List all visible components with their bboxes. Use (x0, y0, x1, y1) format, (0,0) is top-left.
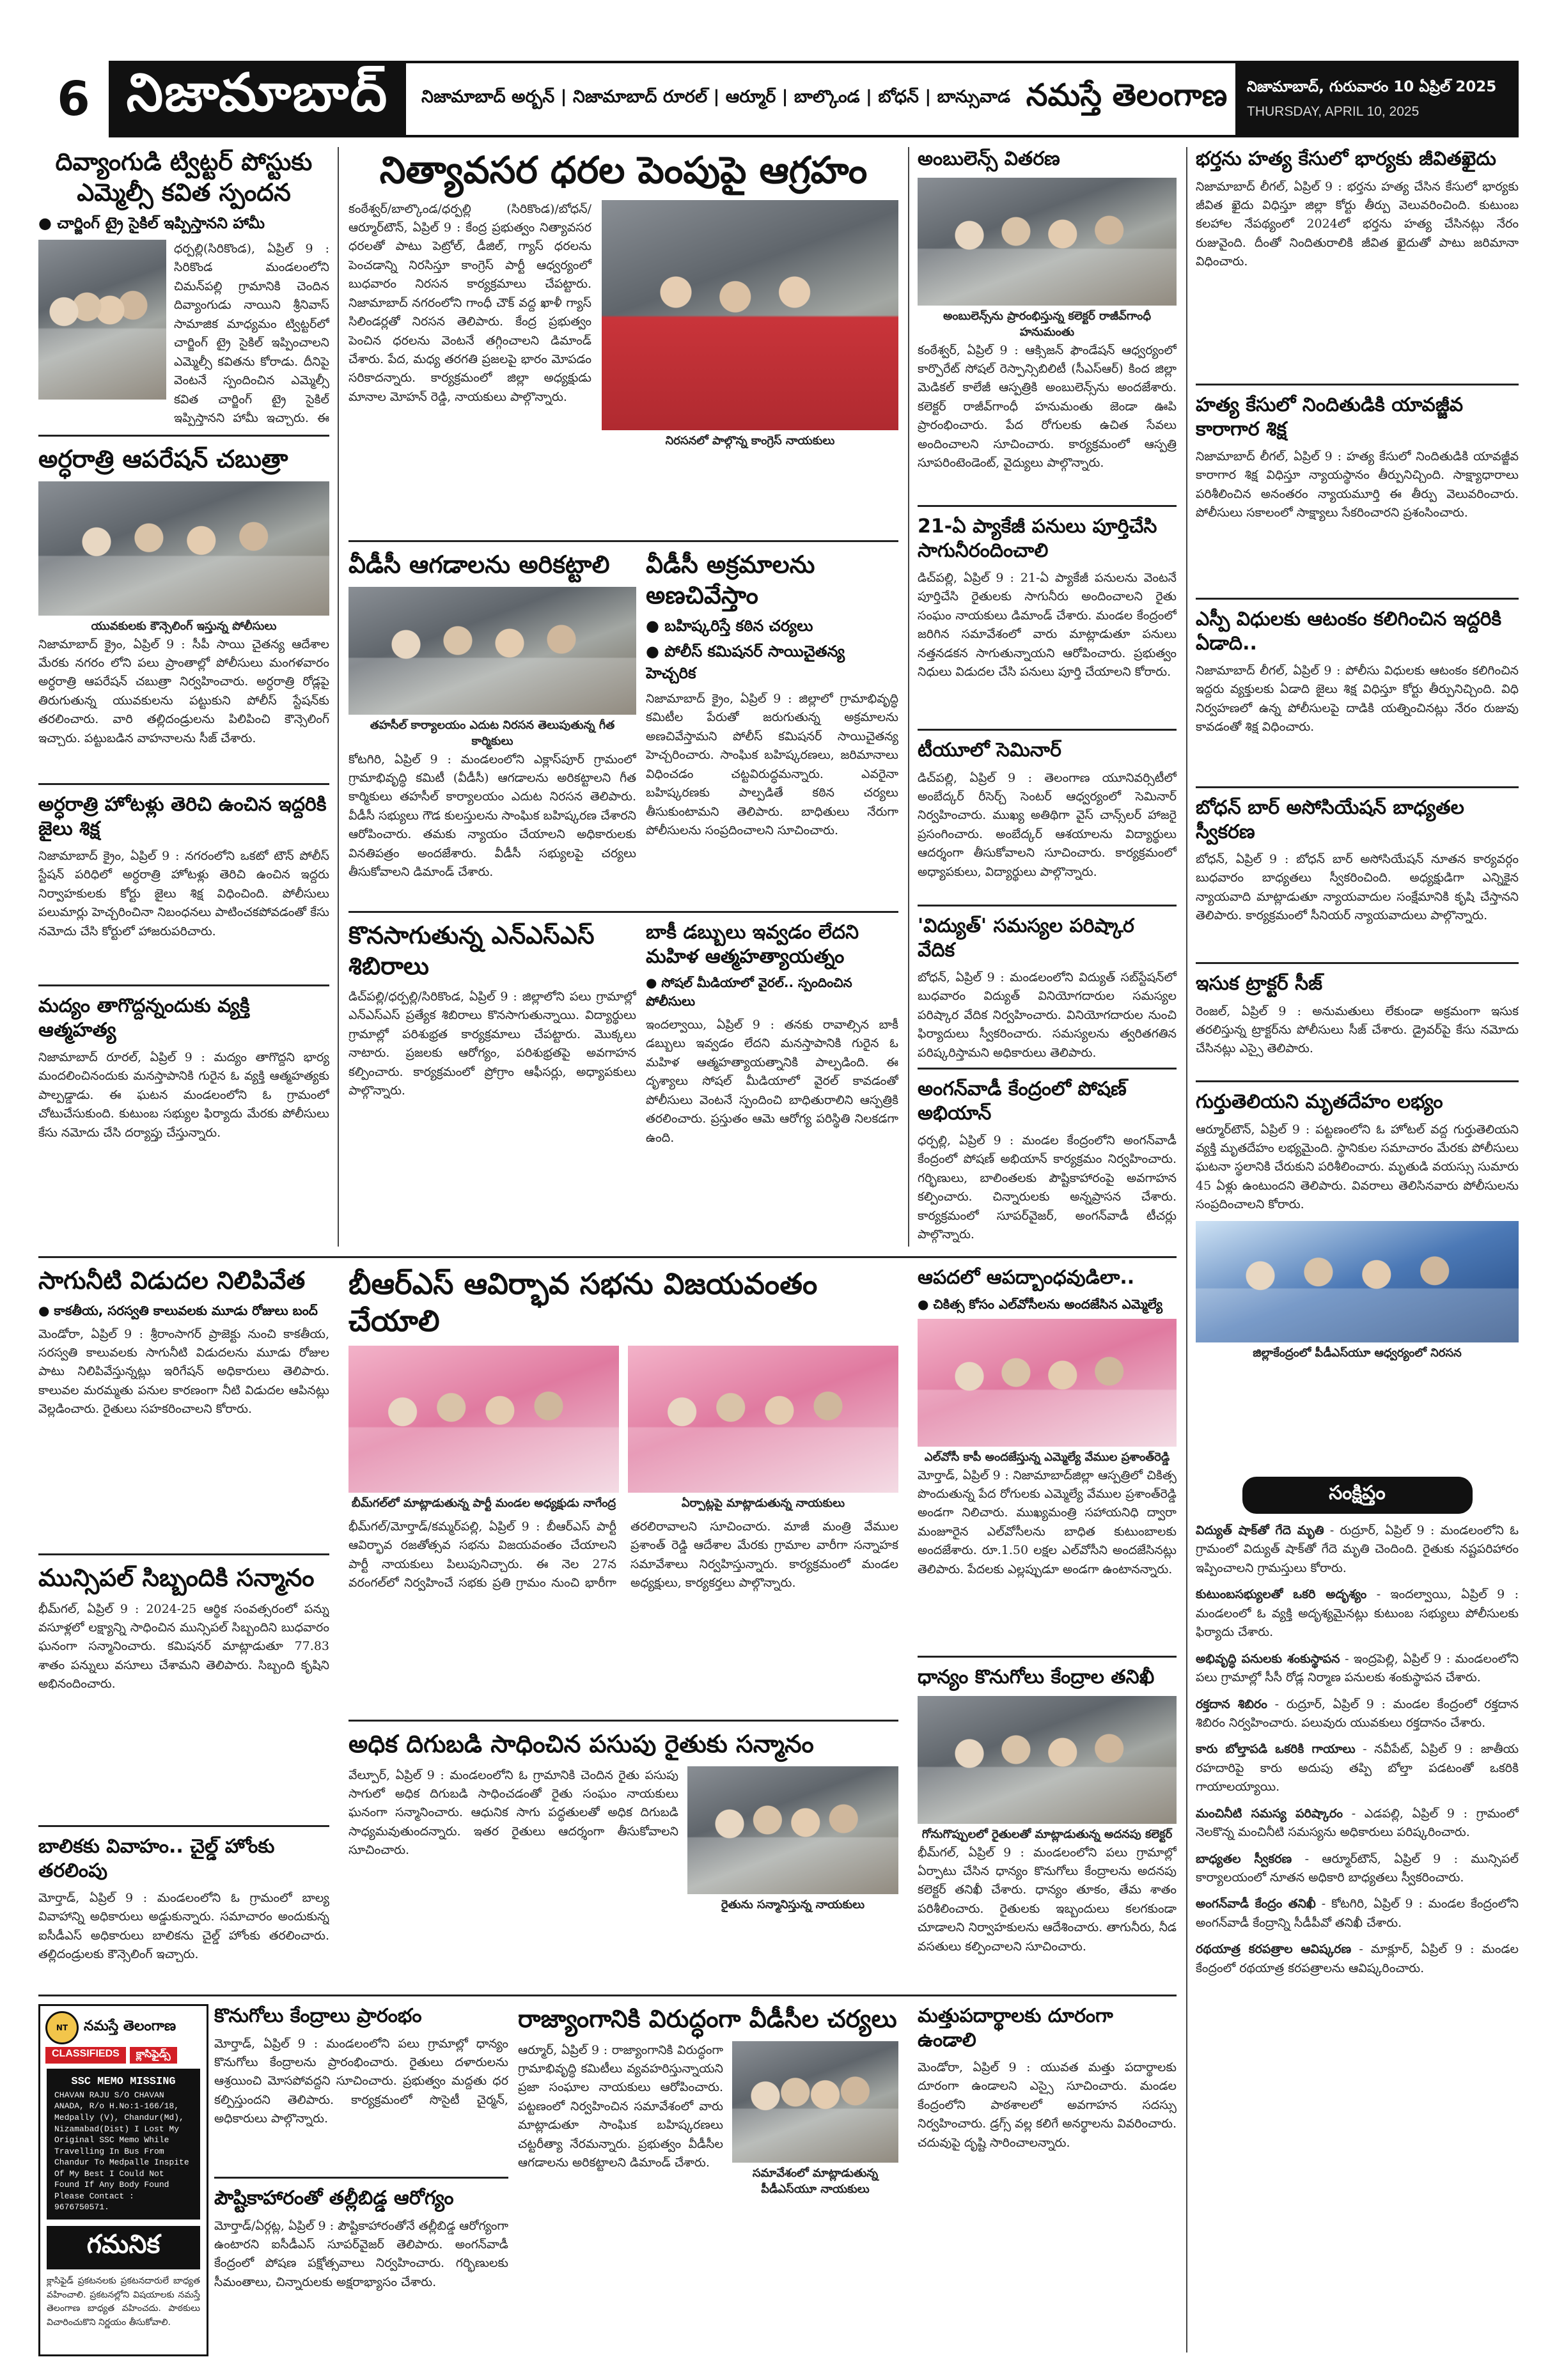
column-rule (1186, 147, 1187, 2353)
photo-caption: బీమ్‌గల్‌లో మాట్లాడుతున్న పార్టీ మండల అధ్యక్షుడు నాగేంద్ర (351, 1497, 616, 1510)
brand-logo: నమస్తే తెలంగాణ (1018, 61, 1235, 137)
classified-brand: నమస్తే తెలంగాణ (84, 2018, 176, 2034)
headline: బీఆర్‌ఎస్ ఆవిర్భావ సభను విజయవంతం చేయాలి (348, 1266, 818, 1338)
photo-caption: జిల్లాకేంద్రంలో పీడీఎస్‌యూ ఆధ్వర్యంలో నిరసన (1253, 1346, 1462, 1360)
article-sand-tractor (1196, 972, 1519, 1074)
article-hotels-jail (38, 793, 329, 978)
protest-photo (602, 200, 898, 430)
sub-headline: ● పోలీస్ కమిషనర్ సాయిచైతన్య హెచ్చరిక (646, 642, 898, 686)
headline: మున్సిపల్ సిబ్బందికి సన్మానం (38, 1564, 315, 1592)
article-body: డిచ్‌పల్లి/ధర్పల్లి/సిరికొండ, ఏప్రిల్ 9 : జిల్లాలోని పలు గ్రామాల్లో ఎన్‌ఎస్‌ఎస్ ప్రత్యేక శిబిరాలు కొనసాగుతున్నాయి. విద్యార్థులు గ్రామాల్లో పరిశుభ్రత కార్యక్రమాలు చేపట్టారు. మొక్కలు నాటారు. ప్రజలకు ఆరోగ్యం, పరిశుభ్రతపై అవగాహన కల్పించారు. కార్యక్రమంలో ప్రోగ్రాం ఆఫీసర్లు, అధ్యాపకులు పాల్గొన్నారు. (348, 990, 636, 1098)
sub-headline: ● బహిష్కరిస్తే కఠిన చర్యలు (646, 617, 898, 639)
article-body: కంఠేశ్వర్, ఏప్రిల్ 9 : ఆక్సిజన్ ఫౌండేషన్ ఆధ్వర్యంలో కార్పొరేట్ సోషల్ రెస్పాన్సిబిలిటీ (సీఎస్‌ఆర్) కింద జిల్లా మెడికల్ కాలేజీ ఆస్పత్రికి అంబులెన్స్‌ను అందజేశారు. కలెక్టర్ రాజీవ్‌గాంధీ హనుమంతు జెండా ఊపి ప్రారంభించారు. పేద రోగులకు ఉచిత సేవలు అందించాలని సూచించారు. కార్యక్రమంలో ఆస్పత్రి సూపరింటెండెంట్, వైద్యులు పాల్గొన్నారు. (918, 343, 1177, 471)
article-poshan-abhiyan (918, 1077, 1177, 1247)
section-subsections: నిజామాబాద్ అర్బన్ | నిజామాబాద్ రూరల్ | ఆర్మూర్ | బాల్కొండ | బోధన్ | బాన్సువాడ (406, 61, 1018, 137)
article-21a-package (918, 515, 1177, 722)
divider (1196, 786, 1519, 788)
classified-label: CLASSIFIEDS (45, 2047, 126, 2064)
dateline (1235, 61, 1519, 137)
article-photo (628, 1346, 898, 1493)
divider (918, 729, 1177, 731)
brief-item: విద్యుత్ షాక్‌తో గేదె మృతి - రుద్రూర్, ఏప్రిల్ 9 : మండలంలోని ఓ గ్రామంలో విద్యుత్ షాక్‌తో గేదె మృతి చెందింది. రైతుకు నష్టపరిహారం ఇప్పించాలని గ్రామస్తులు కోరారు. (1196, 1523, 1519, 1575)
article-body: మోర్తాడ్/ఏర్గట్ల, ఏప్రిల్ 9 : పౌష్టికాహారంతోనే తల్లీబిడ్డ ఆరోగ్యంగా ఉంటారని ఐసీడీఎస్ సూపర్‌వైజర్ తెలిపారు. అంగన్‌వాడీ కేంద్రంలో పోషణ పక్షోత్సవాలు నిర్వహించారు. గర్భిణులకు సీమంతాలు, చిన్నారులకు అక్షరాభ్యాసం చేశారు. (214, 2218, 508, 2289)
article-body: కంఠేశ్వర్/బాల్కొండ/ధర్పల్లి (సిరికొండ)/బోధన్/ఆర్మూర్‌టౌన్, ఏప్రిల్ 9 : కేంద్ర ప్రభుత్వం నిత్యావసర ధరలతో పాటు పెట్రోల్, డీజిల్, గ్యాస్ ధరలను పెంచడాన్ని నిరసిస్తూ కాంగ్రెస్ పార్టీ ఆధ్వర్యంలో బుధవారం నిరసన కార్యక్రమాలు చేపట్టారు. నిజామాబాద్ నగరంలోని గాంధీ చౌక్ వద్ద ఖాళీ గ్యాస్ సిలిండర్లతో నిరసన తెలిపారు. కేంద్ర ప్రభుత్వం పెంచిన ధరలను వెంటనే తగ్గించాలని డిమాండ్ చేశారు. పేద, మధ్య తరగతి ప్రజలపై భారం మోపడం సరికాదన్నారు. కార్యక్రమంలో జిల్లా అధ్యక్షుడు మానాల మోహన్ రెడ్డి, నాయకులు పాల్గొన్నారు. (348, 201, 591, 404)
article-vdc-unconstitutional (518, 2004, 898, 2353)
article-water-release-halt (38, 1266, 329, 1547)
date-telugu: నిజామాబాద్, గురువారం 10 ఏప్రిల్ 2025 (1247, 79, 1497, 95)
article-body: బోధన్, ఏప్రిల్ 9 : మండలంలోని విద్యుత్ సబ్‌స్టేషన్‌లో బుధవారం విద్యుత్ వినియోగదారుల సమస్యల పరిష్కార వేదిక నిర్వహించారు. వినియోగదారుల నుంచి ఫిర్యాదులు స్వీకరించారు. సమస్యలను త్వరితగతిన పరిష్కరిస్తామని అధికారులు తెలిపారు. (918, 970, 1177, 1060)
brief-item: కుటుంబసభ్యులతో ఒకరి అదృశ్యం - ఇందల్వాయి, ఏప్రిల్ 9 : మండలంలో ఓ వ్యక్తి అదృశ్యమైనట్లు కుటుంబ సభ్యులు పోలీసులకు ఫిర్యాదు చేశారు. (1196, 1587, 1519, 1640)
photo-caption: ఏర్పాట్లపై మాట్లాడుతున్న నాయకులు (681, 1497, 845, 1510)
article-suicide (38, 994, 329, 1247)
article-obstruction-jail (1196, 607, 1519, 780)
article-body: డిచ్‌పల్లి, ఏప్రిల్ 9 : తెలంగాణ యూనివర్సిటీలో అంబేద్కర్ రీసెర్చ్ సెంటర్ ఆధ్వర్యంలో సెమినార్ నిర్వహించారు. ముఖ్య అతిథిగా వైస్ చాన్స్‌లర్ హాజరై ప్రసంగించారు. అంబేద్కర్ ఆశయాలను విద్యార్థులు ఆదర్శంగా తీసుకోవాలని సూచించారు. కార్యక్రమంలో అధ్యాపకులు, విద్యార్థులు పాల్గొన్నారు. (918, 770, 1177, 879)
sub-headline: ● సోషల్ మీడియాలో వైరల్.. స్పందించిన పోలీసులు (646, 975, 898, 1012)
headline: భర్తను హత్య కేసులో భార్యకు జీవితఖైదు (1196, 148, 1496, 170)
divider (38, 783, 329, 785)
article-ambulance (918, 147, 1177, 499)
article-child-marriage (38, 1835, 329, 1988)
article-photo (918, 178, 1177, 306)
headline: ఎస్పీ విధులకు ఆటంకం కలిగించిన ఇద్దరికి ఏడాది.. (1196, 608, 1502, 655)
article-procurement-centres (214, 2004, 508, 2170)
article-photo (38, 481, 329, 616)
brief-item: రథయాత్ర కరపత్రాల ఆవిష్కరణ - మాక్లూర్, ఏప్రిల్ 9 : మండల కేంద్రంలో రథయాత్ర కరపత్రాలను ఆవిష్కరించారు. (1196, 1942, 1519, 1975)
divider (918, 1656, 1177, 1658)
article-photo (918, 1319, 1177, 1447)
headline: గుర్తుతెలియని మృతదేహం లభ్యం (1196, 1091, 1443, 1113)
article-body: భీమ్‌గల్/మోర్తాడ్/కమ్మర్‌పల్లి, ఏప్రిల్ 9 : బీఆర్‌ఎస్ పార్టీ ఆవిర్భావ రజతోత్సవ సభను విజయవంతం చేయాలని పార్టీ నాయకులు పిలుపునిచ్చారు. ఈ నెల 27న వరంగల్‌లో నిర్వహించే సభకు ప్రతి గ్రామం నుంచి భారీగా తరలిరావాలని సూచించారు. మాజీ మంత్రి వేముల ప్రశాంత్ రెడ్డి ఆదేశాల మేరకు గ్రామాల వారీగా సన్నాహక సమావేశాలు నిర్వహిస్తున్నారు. కార్యక్రమంలో మండల అధ్యక్షులు, కార్యకర్తలు పాల్గొన్నారు. (348, 1520, 898, 1591)
article-body: నిజామాబాద్ రూరల్, ఏప్రిల్ 9 : మద్యం తాగొద్దని భార్య మందలించినందుకు మనస్తాపానికి గురైన ఓ వ్యక్తి ఆత్మహత్యకు పాల్పడ్డాడు. ఈ ఘటన మండలంలోని ఓ గ్రామంలో చోటుచేసుకుంది. కుటుంబ సభ్యుల ఫిర్యాదు మేరకు పోలీసులు కేసు నమోదు చేసి దర్యాప్తు చేస్తున్నారు. (38, 1050, 329, 1140)
headline: బాలికకు వివాహం.. చైల్డ్ హోంకు తరలింపు (38, 1835, 275, 1882)
ssc-memo-ad (47, 2069, 200, 2220)
briefs-list (1196, 1521, 1519, 1978)
article-woman-attempt (646, 921, 898, 1247)
article-kavitha-response (38, 147, 329, 428)
article-mla-loc (918, 1266, 1177, 1649)
headline: ఇసుక ట్రాక్టర్ సీజ్ (1196, 972, 1323, 995)
photo-caption: నిరసనలో పాల్గొన్న కాంగ్రెస్ నాయకులు (665, 433, 835, 447)
headline: వీడీసీ అక్రమాలను అణచివేస్తాం (646, 550, 815, 609)
headline: అంగన్‌వాడీ కేంద్రంలో పోషణ్ అభియాన్ (918, 1078, 1127, 1124)
photo-caption: రైతును సన్మానిస్తున్న నాయకులు (721, 1897, 865, 1911)
article-body: వేల్పూర్, ఏప్రిల్ 9 : మండలంలోని ఓ గ్రామానికి చెందిన రైతు పసుపు సాగులో అధిక దిగుబడి సాధించడంతో రైతు సంఘం నాయకులు ఘనంగా సన్మానించారు. ఆధునిక సాగు పద్ధతులతో అధిక దిగుబడి సాధ్యమవుతుందన్నారు. ఇతర రైతులు ఆదర్శంగా తీసుకోవాలని సూచించారు. (348, 1768, 678, 1858)
divider (1196, 598, 1519, 600)
headline: రాజ్యాంగానికి విరుద్ధంగా వీడీసీల చర్యలు (518, 2005, 897, 2033)
photo-caption: యువకులకు కౌన్సెలింగ్ ఇస్తున్న పోలీసులు (91, 619, 277, 633)
article-operation-chabutra (38, 444, 329, 777)
article-tu-seminar (918, 738, 1177, 898)
divider (348, 1720, 898, 1722)
headline: హత్య కేసులో నిందితుడికి యావజ్జీవ కారాగార శిక్ష (1196, 394, 1464, 440)
divider (1196, 1080, 1519, 1082)
headline: ధాన్యం కొనుగోలు కేంద్రాల తనిఖీ (918, 1666, 1155, 1688)
brief-item: రక్తదాన శిబిరం - రుద్రూర్, ఏప్రిల్ 9 : మండల కేంద్రంలో రక్తదాన శిబిరం నిర్వహించారు. పలువురు యువకులు రక్తదానం చేశారు. (1196, 1697, 1519, 1730)
sub-headline: ● కాకతీయ, సరస్వతి కాలువలకు మూడు రోజులు బంద్ (38, 1303, 329, 1321)
pdsu-photo (1196, 1221, 1519, 1342)
photo-caption: తహసీల్ కార్యాలయం ఎదుట నిరసన తెలుపుతున్న గీత కార్మికులు (370, 718, 615, 748)
headline: అంబులెన్స్ వితరణ (918, 148, 1060, 170)
briefs-title: సంక్షిప్తం (1242, 1477, 1473, 1514)
masthead (38, 61, 1519, 137)
article-photo (732, 2041, 898, 2163)
article-electricity-forum (918, 914, 1177, 1061)
notice-text: క్లాసిఫైడ్ ప్రకటనలకు ప్రకటనదారులే బాధ్యత వహించాలి. ప్రకటనల్లోని విషయాలకు నమస్తే తెలంగాణ బాధ్యత వహించదు. పాఠకులు విచారించుకొని నిర్ణయం తీసుకోవాలి. (47, 2275, 200, 2328)
article-photo (348, 587, 636, 715)
photo-caption: సమావేశంలో మాట్లాడుతున్న పీడీఎస్‌యూ నాయకులు (752, 2166, 879, 2196)
article-photo (918, 1696, 1177, 1824)
brief-item: బాధ్యతల స్వీకరణ - ఆర్మూర్‌టౌన్, ఏప్రిల్ 9 : మున్సిపల్ కార్యాలయంలో నూతన అధికారి బాధ్యతలు స్వీకరించారు. (1196, 1851, 1519, 1885)
brief-item: అభివృద్ధి పనులకు శంకుస్థాపన - ఇంద్రపెల్లి, ఏప్రిల్ 9 : మండలంలోని పలు గ్రామాల్లో సీసీ రోడ్ల నిర్మాణ పనులకు శంకుస్థాపన చేశారు. (1196, 1651, 1519, 1685)
brief-item: మంచినీటి సమస్య పరిష్కారం - ఎడపల్లి, ఏప్రిల్ 9 : గ్రామంలో నెలకొన్న మంచినీటి సమస్యను అధికారులు పరిష్కరించారు. (1196, 1806, 1519, 1840)
tweet-photo (38, 240, 166, 400)
divider (348, 911, 898, 913)
article-photo (348, 1346, 619, 1493)
article-body: నిజామాబాద్ క్రైం, ఏప్రిల్ 9 : నగరంలోని ఒకటో టౌన్ పోలీస్ స్టేషన్ పరిధిలో అర్ధరాత్రి హోటళ్లు తెరిచి ఉంచిన ఇద్దరు నిర్వాహకులకు కోర్టు జైలు శిక్ష విధించింది. పోలీసులు పలుమార్లు హెచ్చరించినా నిబంధనలు పాటించకపోవడంతో కేసు నమోదు చేసి కోర్టులో హాజరుపరిచారు. (38, 849, 329, 938)
headline: వీడీసీ ఆగడాలను అరికట్టాలి (348, 550, 610, 579)
column-rule (338, 147, 339, 1247)
headline: కొనసాగుతున్న ఎన్‌ఎస్‌ఎస్ శిబిరాలు (348, 921, 595, 980)
brief-item: అంగన్‌వాడీ కేంద్రం తనిఖీ - కోటగిరి, ఏప్రిల్ 9 : మండల కేంద్రంలోని అంగన్‌వాడీ కేంద్రాన్ని సీడీపీవో తనిఖీ చేశారు. (1196, 1897, 1519, 1930)
divider (348, 540, 898, 542)
brief-item: కారు బోల్తాపడి ఒకరికి గాయాలు - నవీపేట్, ఏప్రిల్ 9 : జాతీయ రహదారిపై కారు అదుపు తప్పి బోల్తా పడటంతో ఒకరికి గాయాలయ్యాయి. (1196, 1742, 1519, 1794)
article-body: భీమ్‌గల్, ఏప్రిల్ 9 : 2024-25 ఆర్థిక సంవత్సరంలో పన్ను వసూళ్లలో లక్ష్యాన్ని సాధించిన మున్సిపల్ సిబ్బందిని బుధవారం ఘనంగా సన్మానించారు. కమిషనర్ మాట్లాడుతూ 77.83 శాతం పన్నులు వసూలు చేశామని తెలిపారు. సిబ్బంది కృషిని అభినందించారు. (38, 1601, 329, 1692)
article-body: నిజామాబాద్ లీగల్, ఏప్రిల్ 9 : పోలీసు విధులకు ఆటంకం కలిగించిన ఇద్దరు వ్యక్తులకు ఏడాది జైలు శిక్ష విధిస్తూ కోర్టు తీర్పునిచ్చింది. విధి నిర్వహణలో ఉన్న పోలీసులపై దాడికి యత్నించినట్లు నేరం రుజువు కావడంతో శిక్ష విధించారు. (1196, 664, 1519, 735)
headline: బోధన్ బార్ అసోసియేషన్ బాధ్యతల స్వీకరణ (1196, 797, 1464, 843)
article-vdc-stop (348, 550, 636, 901)
article-turmeric-farmer (348, 1729, 898, 1985)
headline: బాకీ డబ్బులు ఇవ్వడం లేదని మహిళ ఆత్మహత్యాయత్నం (646, 921, 859, 968)
divider (1196, 384, 1519, 385)
divider (1196, 962, 1519, 964)
article-body: ఆర్మూర్, ఏప్రిల్ 9 : రాజ్యాంగానికి విరుద్ధంగా గ్రామాభివృద్ధి కమిటీలు వ్యవహరిస్తున్నాయని ప్రజా సంఘాల నాయకులు ఆరోపించారు. పట్టణంలో నిర్వహించిన సమావేశంలో వారు మాట్లాడుతూ సాంఘిక బహిష్కరణలు చట్టరీత్యా నేరమన్నారు. ప్రభుత్వం వీడీసీల ఆగడాలను అరికట్టాలని డిమాండ్ చేశారు. (518, 2042, 723, 2170)
sub-headline: ● చికిత్స కోసం ఎల్‌వోసీలను అందజేసిన ఎమ్మెల్యే (918, 1296, 1177, 1315)
article-body: ఆర్మూర్‌టౌన్, ఏప్రిల్ 9 : పట్టణంలోని ఓ హోటల్ వద్ద గుర్తుతెలియని వ్యక్తి మృతదేహం లభ్యమైంది. స్థానికుల సమాచారం మేరకు పోలీసులు ఘటనా స్థలానికి చేరుకుని పరిశీలించారు. మృతుడి వయస్సు సుమారు 45 ఏళ్లు ఉంటుందని తెలిపారు. వివరాలు తెలిసినవారు పోలీసులను సంప్రదించాలని కోరారు. (1196, 1122, 1519, 1212)
article-body: నిజామాబాద్ క్రైం, ఏప్రిల్ 9 : జిల్లాలో గ్రామాభివృద్ధి కమిటీల పేరుతో జరుగుతున్న అక్రమాలను అణచివేస్తామని పోలీస్ కమిషనర్ సాయిచైతన్య హెచ్చరించారు. సాంఘిక బహిష్కరణలు, జరిమానాలు విధించడం చట్టవిరుద్ధమన్నారు. ఎవరైనా బహిష్కరణకు పాల్పడితే కఠిన చర్యలు తీసుకుంటామని తెలిపారు. బాధితులు నేరుగా పోలీసులను సంప్రదించాలని సూచించారు. (646, 692, 898, 838)
article-brs-formation-meeting (348, 1266, 898, 1713)
divider (918, 905, 1177, 906)
headline: ఆపదలో ఆపద్బాంధవుడిలా.. (918, 1266, 1135, 1289)
article-unidentified-body (1196, 1090, 1519, 1470)
sub-headline: ● చార్జింగ్ ట్రై సైకిల్ ఇప్పిస్తానని హామీ (38, 214, 329, 236)
notice-title: గమనిక (47, 2226, 200, 2269)
article-drug-awareness (918, 2004, 1177, 2353)
article-body: మోర్తాడ్, ఏప్రిల్ 9 : మండలంలోని పలు గ్రామాల్లో ధాన్యం కొనుగోలు కేంద్రాలను ప్రారంభించారు. రైతులు దళారులను ఆశ్రయించి మోసపోవద్దని సూచించారు. ప్రభుత్వం మద్దతు ధర కల్పిస్తుందని తెలిపారు. కార్యక్రమంలో సొసైటీ చైర్మన్, అధికారులు పాల్గొన్నారు. (214, 2036, 508, 2126)
article-body: ధర్పల్లి, ఏప్రిల్ 9 : మండల కేంద్రంలోని అంగన్‌వాడీ కేంద్రంలో పోషణ్ అభియాన్ కార్యక్రమం నిర్వహించారు. గర్భిణులు, బాలింతలకు పౌష్టికాహారంపై అవగాహన కల్పించారు. చిన్నారులకు అన్నప్రాసన చేశారు. కార్యక్రమంలో సూపర్‌వైజర్, అంగన్‌వాడీ టీచర్లు పాల్గొన్నారు. (918, 1133, 1177, 1242)
headline: మద్యం తాగొద్దన్నందుకు వ్యక్తి ఆత్మహత్య (38, 995, 250, 1041)
divider (38, 435, 329, 437)
photo-caption: గోనుగొప్పులలో రైతులతో మాట్లాడుతున్న అదనపు కలెక్టర్ (921, 1827, 1173, 1841)
article-price-hike-protest (348, 147, 898, 531)
article-body: నిజామాబాద్ లీగల్, ఏప్రిల్ 9 : హత్య కేసులో నిందితుడికి యావజ్జీవ కారాగార శిక్ష విధిస్తూ న్యాయస్థానం తీర్పునిచ్చింది. సాక్ష్యాధారాలు పరిశీలించిన అనంతరం న్యాయమూర్తి ఈ తీర్పు వెలువరించారు. పోలీసులు సకాలంలో సాక్ష్యాలు సేకరించారని ప్రశంసించారు. (1196, 449, 1519, 520)
article-body: డిచ్‌పల్లి, ఏప్రిల్ 9 : 21-ఏ ప్యాకేజీ పనులను వెంటనే పూర్తిచేసి రైతులకు సాగునీరు అందించాలని రైతు సంఘం నాయకులు డిమాండ్ చేశారు. మండల కేంద్రంలో జరిగిన సమావేశంలో వారు మాట్లాడుతూ పనులు నత్తనడకన సాగుతున్నాయని ఆరోపించారు. ప్రభుత్వం నిధులు విడుదల చేసి పనులు పూర్తి చేయాలని కోరారు. (918, 571, 1177, 680)
divider (918, 1068, 1177, 1069)
article-body: మోర్తాడ్, ఏప్రిల్ 9 : మండలంలోని ఓ గ్రామంలో బాల్య వివాహాన్ని అధికారులు అడ్డుకున్నారు. సమాచారం అందుకున్న ఐసీడీఎస్ అధికారులు బాలికను చైల్డ్ హోంకు తరలించారు. తల్లిదండ్రులకు కౌన్సెలింగ్ ఇచ్చారు. (38, 1891, 329, 1962)
headline: 21-ఏ ప్యాకేజీ పనులు పూర్తిచేసి సాగునీరందించాలి (918, 515, 1157, 562)
column-rule (908, 147, 909, 1247)
article-body: ఇందల్వాయి, ఏప్రిల్ 9 : తనకు రావాల్సిన బాకీ డబ్బులు ఇవ్వడం లేదని మనస్తాపానికి గురైన ఓ మహిళ ఆత్మహత్యాయత్నానికి పాల్పడింది. ఈ దృశ్యాలు సోషల్ మీడియాలో వైరల్ కావడంతో పోలీసులు వెంటనే స్పందించి బాధితురాలిని ఆస్పత్రికి తరలించారు. ప్రస్తుతం ఆమె ఆరోగ్య పరిస్థితి నిలకడగా ఉంది. (646, 1018, 898, 1145)
divider (38, 1825, 329, 1827)
article-body: మెండోరా, ఏప్రిల్ 9 : యువత మత్తు పదార్థాలకు దూరంగా ఉండాలని ఎస్సై సూచించారు. మండల కేంద్రంలోని పాఠశాలలో అవగాహన సదస్సు నిర్వహించారు. డ్రగ్స్ వల్ల కలిగే అనర్థాలను వివరించారు. చదువుపై దృష్టి సారించాలన్నారు. (918, 2060, 1177, 2150)
headline: నిత్యావసర ధరల పెంపుపై ఆగ్రహం (379, 148, 868, 192)
ssc-title: SSC MEMO MISSING (71, 2076, 176, 2088)
photo-caption: అంబులెన్స్‌ను ప్రారంభిస్తున్న కలెక్టర్ రాజీవ్‌గాంధీ హనుమంతు (943, 309, 1152, 339)
classifieds-box (38, 2004, 208, 2356)
headline: మత్తుపదార్థాలకు దూరంగా ఉండాలి (918, 2005, 1113, 2051)
headline: దివ్యాంగుడి ట్విట్టర్ పోస్టుకు ఎమ్మెల్సీ కవిత స్పందన (55, 148, 313, 206)
article-nutrition (214, 2186, 508, 2353)
section-title: నిజామాబాద్ (109, 61, 406, 137)
article-vdc-crackdown (646, 550, 898, 901)
headline: టీయూలో సెమినార్ (918, 739, 1061, 761)
article-body: కోటగిరి, ఏప్రిల్ 9 : మండలంలోని ఎక్లాస్‌పూర్ గ్రామంలో గ్రామాభివృద్ధి కమిటీ (వీడీసీ) ఆగడాలను అరికట్టాలని గీత కార్మికులు తహసీల్ కార్యాలయం ఎదుట నిరసన తెలిపారు. వీడీసీ సభ్యులు గౌడ కులస్తులను సాంఘిక బహిష్కరణ చేశారని ఆరోపించారు. తమకు న్యాయం చేయాలని అధికారులకు వినతిపత్రం అందజేశారు. వీడీసీ సభ్యులపై చర్యలు తీసుకోవాలని డిమాండ్ చేశారు. (348, 752, 636, 880)
article-nss-camps (348, 921, 636, 1247)
headline: అర్ధరాత్రి ఆపరేషన్ చబుత్రా (38, 445, 288, 473)
article-body: మోర్తాడ్, ఏప్రిల్ 9 : నిజామాబాద్‌జిల్లా ఆస్పత్రిలో చికిత్స పొందుతున్న పేద రోగులకు ఎమ్మెల్యే వేముల ప్రశాంత్‌రెడ్డి అండగా నిలిచారు. ముఖ్యమంత్రి సహాయనిధి ద్వారా మంజూరైన ఎల్‌వోసీలను బాధిత కుటుంబాలకు అందజేశారు. రూ.1.50 లక్షల ఎల్‌వోసీని అందజేసినట్లు తెలిపారు. పేదలకు ఎల్లప్పుడూ అండగా ఉంటానన్నారు. (918, 1468, 1177, 1576)
divider (38, 1553, 329, 1555)
divider (38, 984, 329, 986)
article-grain-centres-inspection (918, 1665, 1177, 1985)
divider (214, 2177, 508, 2179)
ssc-text: CHAVAN RAJU S/O CHAVAN ANADA, R/o H.No:1-166/18, Medpally (V), Chandur(Md), Nizamabad(Dist) I Lost My Original SSC Memo While Travelling In Bus From Chandur To Medpalle Inspite Of My Best I Could Not Found If Any Body Found Please Contact : 9676750571. (54, 2090, 189, 2213)
article-murder-life-term (1196, 393, 1519, 591)
article-municipal-felicitation (38, 1563, 329, 1819)
page-number: 6 (57, 72, 90, 127)
article-bar-association (1196, 796, 1519, 956)
article-body: నిజామాబాద్ లీగల్, ఏప్రిల్ 9 : భర్తను హత్య చేసిన కేసులో భార్యకు జీవిత ఖైదు విధిస్తూ జిల్లా కోర్టు తీర్పు వెలువరించింది. కుటుంబ కలహాల నేపథ్యంలో 2024లో భర్తను హత్య చేసినట్లు నేరం రుజువైంది. దీంతో నిందితురాలికి జీవిత ఖైదుతో పాటు జరిమానా విధించారు. (1196, 179, 1519, 269)
headline: సాగునీటి విడుదల నిలిపివేత (38, 1266, 306, 1295)
photo-caption: ఎల్‌వోసీ కాపీ అందజేస్తున్న ఎమ్మెల్యే వేముల ప్రశాంత్‌రెడ్డి (924, 1450, 1170, 1464)
article-body: నిజామాబాద్ క్రైం, ఏప్రిల్ 9 : సీపీ సాయి చైతన్య ఆదేశాల మేరకు నగరం లోని పలు ప్రాంతాల్లో పోలీసులు మంగళవారం అర్ధరాత్రి ఆపరేషన్ చబుత్రా నిర్వహించారు. అర్ధరాత్రి రోడ్లపై తిరుగుతున్న యువకులను పట్టుకుని పోలీస్ స్టేషన్‌కు తరలించారు. వారి తల్లిదండ్రులను పిలిపించి కౌన్సెలింగ్ ఇచ్చారు. పట్టుబడిన వాహనాలను సీజ్ చేశారు. (38, 637, 329, 745)
date-english: THURSDAY, APRIL 10, 2025 (1247, 104, 1420, 119)
article-body: ధర్పల్లి(సిరికొండ), ఏప్రిల్ 9 : సిరికొండ మండలంలోని చిమన్‌పల్లి గ్రామానికి చెందిన దివ్యాంగుడు నాయిని శ్రీనివాస్ సామాజిక మాధ్యమం ట్విట్టర్‌లో చార్జింగ్ ట్రై సైకిల్ ఇప్పించాలని ఎమ్మెల్సీ కవితను కోరాడు. దీనిపై వెంటనే స్పందించిన ఎమ్మెల్సీ కవిత చార్జింగ్ ట్రై సైకిల్ ఇప్పిస్తానని హామీ ఇచ్చారు. ఈ (174, 242, 329, 425)
article-body: మెండోరా, ఏప్రిల్ 9 : శ్రీరాంసాగర్ ప్రాజెక్టు నుంచి కాకతీయ, సరస్వతి కాలువలకు సాగునీటి విడుదలను మూడు రోజుల పాటు నిలిపివేస్తున్నట్లు ఇరిగేషన్ అధికారులు తెలిపారు. కాలువల మరమ్మతు పనుల కారణంగా నీటి విడుదల ఆపినట్లు వెల్లడించారు. రైతులు సహకరించాలని కోరారు. (38, 1326, 329, 1417)
divider (918, 505, 1177, 507)
headline: 'విద్యుత్' సమస్యల పరిష్కార వేదిక (918, 915, 1134, 961)
article-body: బోధన్, ఏప్రిల్ 9 : బోధన్ బార్ అసోసియేషన్ నూతన కార్యవర్గం బుధవారం బాధ్యతలు స్వీకరించింది. అధ్యక్షుడిగా ఎన్నికైన న్యాయవాది మాట్లాడుతూ న్యాయవాదుల సంక్షేమానికి కృషి చేస్తానని తెలిపారు. కార్యక్రమంలో సీనియర్ న్యాయవాదులు పాల్గొన్నారు. (1196, 852, 1519, 923)
article-wife-life-sentence (1196, 147, 1519, 377)
article-photo (687, 1766, 898, 1894)
article-body: భీమ్‌గల్, ఏప్రిల్ 9 : మండలంలోని పలు గ్రామాల్లో ఏర్పాటు చేసిన ధాన్యం కొనుగోలు కేంద్రాలను అదనపు కలెక్టర్ తనిఖీ చేశారు. ధాన్యం తూకం, తేమ శాతం పరిశీలించారు. రైతులకు ఇబ్బందులు కలగకుండా చూడాలని నిర్వాహకులను ఆదేశించారు. తాగునీరు, నీడ వసతులు కల్పించాలని సూచించారు. (918, 1845, 1177, 1954)
briefs-column (1196, 1477, 1519, 2353)
headline: పౌష్టికాహారంతో తల్లీబిడ్డ ఆరోగ్యం (214, 2187, 454, 2209)
headline: అధిక దిగుబడి సాధించిన పసుపు రైతుకు సన్మానం (348, 1730, 814, 1758)
classified-label-telugu: క్లాసిఫైడ్స్ (130, 2047, 177, 2064)
headline: కొనుగోలు కేంద్రాలు ప్రారంభం (214, 2005, 422, 2027)
headline: అర్ధరాత్రి హోటళ్లు తెరిచి ఉంచిన ఇద్దరికి జైలు శిక్ష (38, 793, 327, 840)
article-body: రెంజల్, ఏప్రిల్ 9 : అనుమతులు లేకుండా అక్రమంగా ఇసుక తరలిస్తున్న ట్రాక్టర్‌ను పోలీసులు సీజ్ చేశారు. డ్రైవర్‌పై కేసు నమోదు చేసినట్లు ఎస్సై తెలిపారు. (1196, 1004, 1519, 1056)
newspaper-seal-icon: NT (45, 2011, 79, 2044)
divider (38, 1995, 1177, 1996)
divider (38, 1256, 1177, 1258)
